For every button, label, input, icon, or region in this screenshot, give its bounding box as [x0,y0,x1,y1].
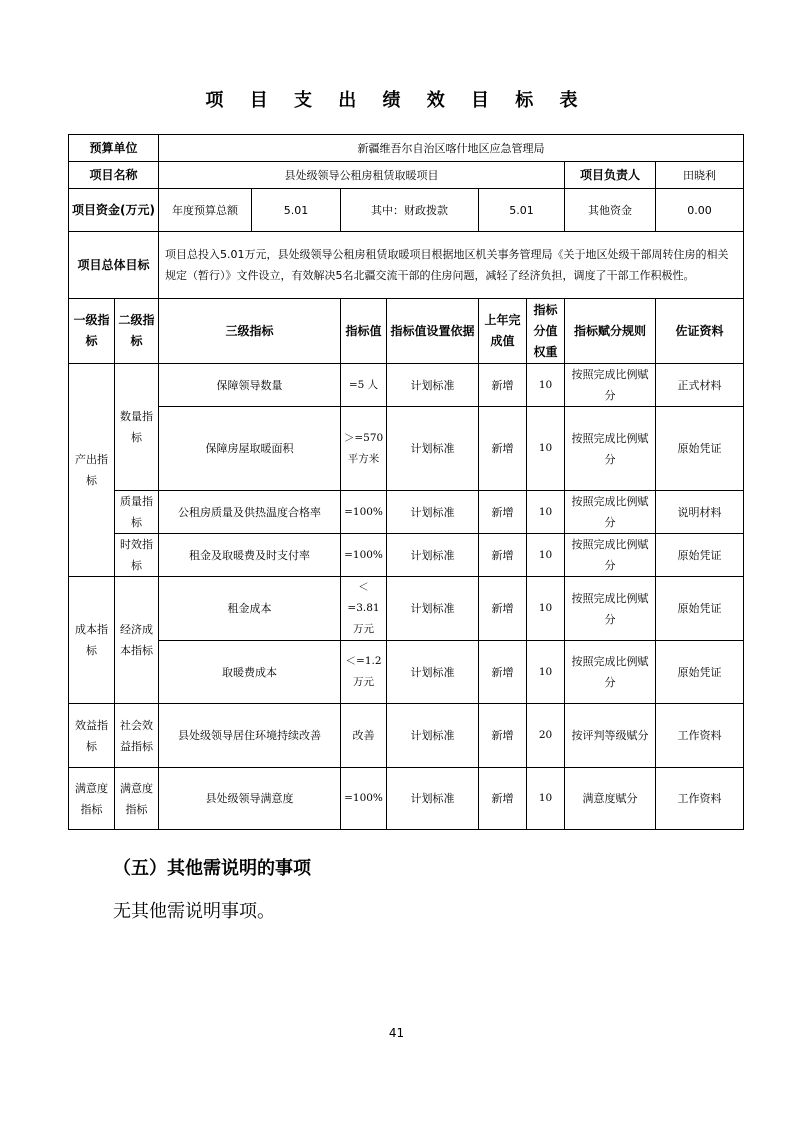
overall-goal-row [69,232,744,299]
indicator-evidence: 原始凭证 [656,577,744,641]
indicator-value: ＞=570平方米 [341,407,387,491]
group-satisfaction-sub: 满意度指标 [115,768,159,830]
indicator-name: 租金成本 [159,577,341,641]
indicator-name: 县处级领导满意度 [159,768,341,830]
indicator-last-year: 新增 [479,407,527,491]
indicator-basis: 计划标准 [387,491,479,534]
indicator-basis: 计划标准 [387,577,479,641]
overall-goal-text: 项目总投入5.01万元，县处级领导公租房租赁取暖项目根据地区机关事务管理局《关于地区处级干部周转住房的相关规定（暂行）》文件设立，有效解决5名北疆交流干部的住房问题，减轻了经济负担，调度了干部工作积极性。 [159,232,744,299]
indicator-basis: 计划标准 [387,534,479,577]
indicator-name: 保障领导数量 [159,364,341,407]
fiscal-value: 5.01 [479,189,565,232]
funds-label: 项目资金(万元) [69,189,159,232]
table-row [69,641,744,704]
indicator-weight: 10 [527,407,565,491]
indicator-last-year: 新增 [479,704,527,768]
indicator-rule: 按评判等级赋分 [565,704,656,768]
indicator-value: 改善 [341,704,387,768]
indicator-rule: 按照完成比例赋分 [565,407,656,491]
col-weight: 指标分值权重 [527,299,565,364]
group-timeliness: 时效指标 [115,534,159,577]
group-social-benefit: 社会效益指标 [115,704,159,768]
col-level2: 二级指标 [115,299,159,364]
col-level3: 三级指标 [159,299,341,364]
indicator-basis: 计划标准 [387,704,479,768]
project-leader-label: 项目负责人 [565,162,656,189]
indicator-weight: 10 [527,641,565,704]
table-row [69,704,744,768]
indicator-weight: 10 [527,534,565,577]
col-evidence: 佐证资料 [656,299,744,364]
indicator-name: 县处级领导居住环境持续改善 [159,704,341,768]
project-name-value: 县处级领导公租房租赁取暖项目 [159,162,565,189]
other-funds-label: 其他资金 [565,189,656,232]
group-quality: 质量指标 [115,491,159,534]
indicator-value: ＜=3.81万元 [341,577,387,641]
indicator-last-year: 新增 [479,534,527,577]
indicator-value: =100% [341,491,387,534]
group-cost: 成本指标 [69,577,115,704]
indicator-weight: 10 [527,491,565,534]
indicator-weight: 10 [527,768,565,830]
indicator-weight: 20 [527,704,565,768]
indicator-last-year: 新增 [479,641,527,704]
project-leader-value: 田晓利 [656,162,744,189]
table-row [69,768,744,830]
indicator-name: 保障房屋取暖面积 [159,407,341,491]
annual-budget-value: 5.01 [252,189,341,232]
budget-unit-label: 预算单位 [69,135,159,162]
indicator-basis: 计划标准 [387,768,479,830]
indicator-rule: 按照完成比例赋分 [565,364,656,407]
indicator-evidence: 说明材料 [656,491,744,534]
project-name-label: 项目名称 [69,162,159,189]
group-satisfaction: 满意度指标 [69,768,115,830]
indicator-value: ＜=1.2万元 [341,641,387,704]
section-body: 无其他需说明事项。 [113,901,275,922]
indicator-value: =5 人 [341,364,387,407]
budget-unit-row [69,135,744,162]
table-row [69,407,744,491]
col-rule: 指标赋分规则 [565,299,656,364]
overall-goal-label: 项目总体目标 [69,232,159,299]
indicator-basis: 计划标准 [387,641,479,704]
col-value: 指标值 [341,299,387,364]
annual-budget-label: 年度预算总额 [159,189,252,232]
indicator-rule: 按照完成比例赋分 [565,534,656,577]
indicator-rule: 满意度赋分 [565,768,656,830]
budget-unit-value: 新疆维吾尔自治区喀什地区应急管理局 [159,135,744,162]
group-benefit: 效益指标 [69,704,115,768]
indicator-name: 租金及取暖费及时支付率 [159,534,341,577]
table-row [69,491,744,534]
indicator-last-year: 新增 [479,768,527,830]
indicator-rule: 按照完成比例赋分 [565,491,656,534]
page-title: 项 目 支 出 绩 效 目 标 表 [205,90,588,111]
indicator-evidence: 工作资料 [656,704,744,768]
table-row [69,364,744,407]
indicator-evidence: 原始凭证 [656,407,744,491]
indicator-rule: 按照完成比例赋分 [565,641,656,704]
column-header-row [69,299,744,364]
indicator-basis: 计划标准 [387,364,479,407]
indicator-name: 取暖费成本 [159,641,341,704]
indicator-weight: 10 [527,364,565,407]
indicator-rule: 按照完成比例赋分 [565,577,656,641]
indicator-evidence: 原始凭证 [656,534,744,577]
fiscal-label: 其中：财政拨款 [341,189,479,232]
indicator-evidence: 工作资料 [656,768,744,830]
section-heading: （五）其他需说明的事项 [113,858,311,879]
indicator-evidence: 原始凭证 [656,641,744,704]
indicator-basis: 计划标准 [387,407,479,491]
indicator-name: 公租房质量及供热温度合格率 [159,491,341,534]
indicator-last-year: 新增 [479,577,527,641]
group-quantity: 数量指标 [115,364,159,491]
group-economic-cost: 经济成本指标 [115,577,159,704]
indicator-last-year: 新增 [479,364,527,407]
indicator-value: =100% [341,768,387,830]
performance-table [68,134,744,830]
col-basis: 指标值设置依据 [387,299,479,364]
project-name-row [69,162,744,189]
indicator-evidence: 正式材料 [656,364,744,407]
col-last-year: 上年完成值 [479,299,527,364]
indicator-value: =100% [341,534,387,577]
page-number: 41 [388,1026,405,1040]
table-row [69,534,744,577]
col-level1: 一级指标 [69,299,115,364]
group-output: 产出指标 [69,364,115,577]
project-funds-row [69,189,744,232]
indicator-last-year: 新增 [479,491,527,534]
other-funds-value: 0.00 [656,189,744,232]
table-row [69,577,744,641]
indicator-weight: 10 [527,577,565,641]
